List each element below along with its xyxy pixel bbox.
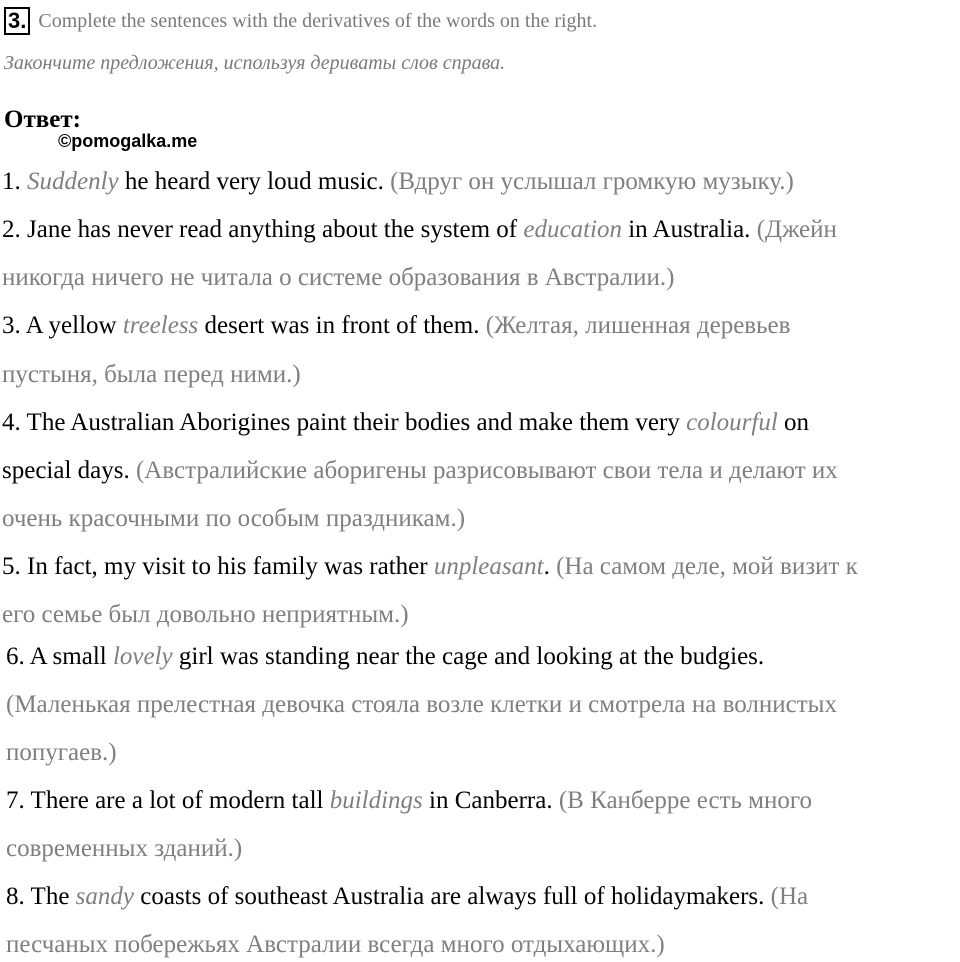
sentence-5-translation-start: (На самом деле, мой визит к [556,553,858,580]
sentence-6 [6,641,764,673]
task-title-en: Complete the sentences with the derivatives of the words on the right. [38,9,598,32]
sentence-7-pre: 7. There are a lot of modern tall [6,787,330,814]
sentence-7-post: in Canberra. [422,787,559,814]
sentence-2-translation-start: (Джейн [756,216,837,243]
sentence-8-translation-start: (На [770,883,809,910]
sentence-8-pre: 8. The [6,883,76,910]
sentence-1-post: he heard very loud music. [118,168,391,195]
sentence-3-answer-word: treeless [122,312,199,339]
sentence-5-pre: 5. In fact, my visit to his family was rather [2,553,434,580]
sentence-6-pre: 6. A small [6,643,113,670]
sentence-3-translation-start: (Желтая, лишенная деревьев [485,312,791,339]
sentence-6-post: girl was standing near the cage and looking at the budgies. [172,643,765,670]
sentence-4-answer-word: colourful [686,409,778,436]
sentence-3 [2,310,790,342]
sentence-4-post: on [777,409,810,436]
sentence-7 [6,785,812,817]
sentence-4-pre: 4. The Australian Aborigines paint their bodies and make them very [2,409,687,436]
sentence-2-post: in Australia. [621,216,757,243]
sentence-2 [2,214,837,246]
sentence-4-cont: special days. [2,457,136,484]
sentence-1-pre: 1. [2,168,27,195]
sentence-5-answer-word: unpleasant [433,553,544,580]
sentence-5-translation-end: его семье был довольно неприятным.) [2,601,409,628]
sentence-4-continued [2,455,838,487]
sentence-4-translation-start: (Австралийские аборигены разрисовывают свои тела и делают их [135,457,838,484]
sentence-7-translation-start: (В Канберре есть много [558,787,812,814]
sentence-1 [2,166,794,198]
sentence-2-translation-end: никогда ничего не читала о системе образования в Австралии.) [2,264,675,291]
task-title-ru: Закончите предложения, используя дериваты слов справа. [4,52,506,74]
task-number: 3. [4,7,30,35]
sentence-6-translation-start: (Маленькая прелестная девочка стояла возле клетки и смотрела на волнистых [6,691,837,718]
sentence-6-answer-word: lovely [112,643,173,670]
sentence-3-translation-end: пустыня, была перед ними.) [2,361,301,388]
sentence-8-post: coasts of southeast Australia are always full of holidaymakers. [134,883,771,910]
sentence-8 [6,881,808,913]
sentence-1-answer-word: Suddenly [27,168,119,195]
sentence-5 [2,551,858,583]
sentence-4-translation-end: очень красочными по особым праздникам.) [2,505,466,532]
sentence-7-answer-word: buildings [329,787,423,814]
sentence-3-pre: 3. A yellow [2,312,123,339]
watermark: ©pomogalka.me [58,131,198,151]
sentence-2-answer-word: education [523,216,622,243]
sentence-2-pre: 2. Jane has never read anything about the system of [2,216,524,243]
sentence-6-translation-end: попугаев.) [6,739,117,766]
sentence-8-translation-end: песчаных побережьях Австралии всегда много отдыхающих.) [6,931,665,958]
sentence-5-post: . [543,553,557,580]
answer-label: Ответ: [4,106,81,133]
sentence-3-post: desert was in front of them. [198,312,486,339]
sentence-4 [2,407,809,439]
sentence-1-translation: (Вдруг он услышал громкую музыку.) [390,168,794,195]
sentence-8-answer-word: sandy [75,883,134,910]
sentence-7-translation-end: современных зданий.) [6,835,243,862]
task-header [4,4,597,38]
